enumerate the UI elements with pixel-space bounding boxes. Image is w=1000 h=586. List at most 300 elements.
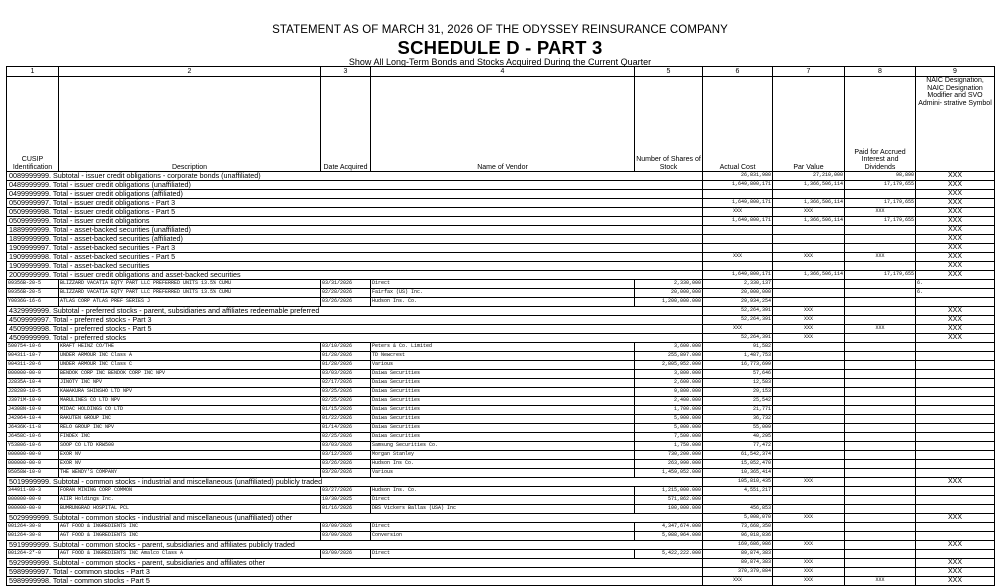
- description-cell: ATLAS CORP ATLAS PREF SERIES J: [59, 298, 321, 307]
- naic-designation-cell: XXX: [916, 253, 995, 262]
- col-number: 8: [845, 67, 916, 77]
- par-value-cell: [773, 370, 845, 379]
- actual-cost-cell: XXX: [703, 325, 773, 334]
- cusip-cell: J2835A-10-4: [7, 379, 59, 388]
- actual-cost-cell: 370,379,884: [703, 568, 773, 577]
- subtotal-label: 5029999999. Subtotal - common stocks - industrial and miscellaneous (unaffiliated) other: [7, 514, 703, 523]
- column-label-row: [7, 77, 995, 172]
- shares-cell: 100,000.000: [635, 505, 703, 514]
- naic-designation-cell: [916, 343, 995, 352]
- vendor-cell: Daiwa Securities: [371, 406, 635, 415]
- par-value-cell: XXX: [773, 568, 845, 577]
- par-value-cell: [773, 262, 845, 271]
- par-value-cell: [773, 298, 845, 307]
- accrued-interest-cell: [845, 550, 916, 559]
- par-value-cell: XXX: [773, 334, 845, 343]
- subtotal-row: [7, 181, 995, 190]
- date-acquired-cell: 03/09/2026: [321, 523, 371, 532]
- col-label-date-acquired: Date Acquired: [321, 77, 371, 172]
- vendor-cell: Daiwa Securities: [371, 415, 635, 424]
- table-row: [7, 550, 995, 559]
- table-row: [7, 280, 995, 289]
- naic-designation-cell: XXX: [916, 172, 995, 181]
- accrued-interest-cell: 17,179,655: [845, 199, 916, 208]
- actual-cost-cell: [703, 244, 773, 253]
- vendor-cell: Direct: [371, 550, 635, 559]
- naic-designation-cell: [916, 406, 995, 415]
- naic-designation-cell: XXX: [916, 334, 995, 343]
- accrued-interest-cell: XXX: [845, 253, 916, 262]
- accrued-interest-cell: [845, 532, 916, 541]
- vendor-cell: Conversion: [371, 532, 635, 541]
- date-acquired-cell: 03/27/2026: [321, 487, 371, 496]
- shares-cell: 730,200.000: [635, 451, 703, 460]
- actual-cost-cell: 52,264,391: [703, 316, 773, 325]
- vendor-cell: Daiwa Securities: [371, 370, 635, 379]
- par-value-cell: [773, 352, 845, 361]
- par-value-cell: XXX: [773, 577, 845, 586]
- subtotal-label: 4329999999. Subtotal - preferred stocks - parent, subsidiaries and affiliates redeemable preferred: [7, 307, 703, 316]
- description-cell: THE WENDY'S COMPANY: [59, 469, 321, 478]
- cusip-cell: J42964-10-4: [7, 415, 59, 424]
- naic-designation-cell: XXX: [916, 316, 995, 325]
- naic-designation-cell: XXX: [916, 568, 995, 577]
- par-value-cell: XXX: [773, 208, 845, 217]
- vendor-cell: Direct: [371, 280, 635, 289]
- naic-designation-cell: [916, 298, 995, 307]
- subtotal-row: [7, 172, 995, 181]
- accrued-interest-cell: [845, 262, 916, 271]
- shares-cell: 4,347,674.000: [635, 523, 703, 532]
- naic-designation-cell: XXX: [916, 190, 995, 199]
- accrued-interest-cell: [845, 298, 916, 307]
- table-row: [7, 397, 995, 406]
- accrued-interest-cell: [845, 316, 916, 325]
- actual-cost-cell: 10,365,414: [703, 469, 773, 478]
- subtotal-row: [7, 316, 995, 325]
- subtotal-row: [7, 253, 995, 262]
- subtotal-row: [7, 478, 995, 487]
- actual-cost-cell: 1,649,800,171: [703, 271, 773, 280]
- naic-designation-cell: XXX: [916, 541, 995, 550]
- shares-cell: 1,700.000: [635, 406, 703, 415]
- actual-cost-cell: 89,874,383: [703, 559, 773, 568]
- actual-cost-cell: 29,934,254: [703, 298, 773, 307]
- actual-cost-cell: XXX: [703, 208, 773, 217]
- accrued-interest-cell: [845, 523, 916, 532]
- subtotal-label: 1909999998. Total - asset-backed securities - Part 5: [7, 253, 703, 262]
- subtotal-row: [7, 208, 995, 217]
- par-value-cell: XXX: [773, 307, 845, 316]
- par-value-cell: [773, 532, 845, 541]
- actual-cost-cell: 77,472: [703, 442, 773, 451]
- subtotal-label: 5989999998. Total - common stocks - Part 5: [7, 577, 703, 586]
- vendor-cell: Fairfax (US) Inc.: [371, 289, 635, 298]
- accrued-interest-cell: 17,179,655: [845, 217, 916, 226]
- col-number: 2: [59, 67, 321, 77]
- accrued-interest-cell: [845, 424, 916, 433]
- accrued-interest-cell: [845, 460, 916, 469]
- shares-cell: 20,000,000: [635, 289, 703, 298]
- col-number: 1: [7, 67, 59, 77]
- cusip-cell: 000000-00-0: [7, 451, 59, 460]
- subtotal-label: 0499999999. Total - issuer credit obligations (affiliated): [7, 190, 703, 199]
- par-value-cell: XXX: [773, 253, 845, 262]
- naic-designation-cell: XXX: [916, 199, 995, 208]
- actual-cost-cell: 12,583: [703, 379, 773, 388]
- par-value-cell: [773, 505, 845, 514]
- par-value-cell: [773, 451, 845, 460]
- naic-designation-cell: 6.: [916, 289, 995, 298]
- par-value-cell: [773, 280, 845, 289]
- shares-cell: 5,900.000: [635, 415, 703, 424]
- date-acquired-cell: 03/03/2026: [321, 442, 371, 451]
- naic-designation-cell: [916, 361, 995, 370]
- accrued-interest-cell: [845, 307, 916, 316]
- actual-cost-cell: 105,810,435: [703, 478, 773, 487]
- naic-designation-cell: XXX: [916, 217, 995, 226]
- actual-cost-cell: 96,018,836: [703, 532, 773, 541]
- naic-designation-cell: [916, 496, 995, 505]
- description-cell: RELO GROUP INC NPV: [59, 424, 321, 433]
- par-value-cell: XXX: [773, 325, 845, 334]
- actual-cost-cell: [703, 226, 773, 235]
- par-value-cell: [773, 361, 845, 370]
- table-row: [7, 415, 995, 424]
- cusip-cell: J6458C-10-6: [7, 433, 59, 442]
- vendor-cell: Hudson Ins. Co.: [371, 298, 635, 307]
- naic-designation-cell: XXX: [916, 235, 995, 244]
- description-cell: KRAFT HEINZ CO/THE: [59, 343, 321, 352]
- subtotal-row: [7, 235, 995, 244]
- cusip-cell: 000000-00-0: [7, 505, 59, 514]
- accrued-interest-cell: [845, 334, 916, 343]
- shares-cell: 263,990.000: [635, 460, 703, 469]
- col-label-vendor: Name of Vendor: [371, 77, 635, 172]
- table-row: [7, 469, 995, 478]
- table-row: [7, 289, 995, 298]
- description-cell: AIIR Holdings Inc.: [59, 496, 321, 505]
- accrued-interest-cell: [845, 559, 916, 568]
- accrued-interest-cell: [845, 361, 916, 370]
- naic-designation-cell: XXX: [916, 478, 995, 487]
- accrued-interest-cell: [845, 541, 916, 550]
- description-cell: FINDEX INC: [59, 433, 321, 442]
- par-value-cell: [773, 469, 845, 478]
- subtotal-label: 1889999999. Total - asset-backed securities (unaffiliated): [7, 226, 703, 235]
- naic-designation-cell: [916, 550, 995, 559]
- vendor-cell: DBS Vickers Ballas (USA) Inc: [371, 505, 635, 514]
- naic-designation-cell: [916, 433, 995, 442]
- naic-designation-cell: [916, 505, 995, 514]
- actual-cost-cell: 52,264,391: [703, 307, 773, 316]
- naic-designation-cell: XXX: [916, 514, 995, 523]
- date-acquired-cell: 03/09/2026: [321, 550, 371, 559]
- date-acquired-cell: 02/25/2026: [321, 433, 371, 442]
- actual-cost-cell: [703, 190, 773, 199]
- col-label-accrued-interest: Paid for Accrued Interest and Dividends: [845, 77, 916, 172]
- actual-cost-cell: 456,853: [703, 505, 773, 514]
- accrued-interest-cell: [845, 496, 916, 505]
- naic-designation-cell: [916, 532, 995, 541]
- par-value-cell: [773, 343, 845, 352]
- accrued-interest-cell: [845, 379, 916, 388]
- par-value-cell: XXX: [773, 316, 845, 325]
- table-row: [7, 424, 995, 433]
- cusip-cell: 344911-09-3: [7, 487, 59, 496]
- actual-cost-cell: [703, 262, 773, 271]
- subtotal-label: 1909999997. Total - asset-backed securities - Part 3: [7, 244, 703, 253]
- subtotal-label: 4509999998. Total - preferred stocks - Part 5: [7, 325, 703, 334]
- vendor-cell: Daiwa Securities: [371, 424, 635, 433]
- date-acquired-cell: 01/28/2026: [321, 352, 371, 361]
- actual-cost-cell: 20,000,000: [703, 289, 773, 298]
- date-acquired-cell: 03/20/2026: [321, 469, 371, 478]
- shares-cell: 571,862.000: [635, 496, 703, 505]
- naic-designation-cell: [916, 379, 995, 388]
- subtotal-label: 0489999999. Total - issuer credit obligations (unaffiliated): [7, 181, 703, 190]
- actual-cost-cell: 91,582: [703, 343, 773, 352]
- par-value-cell: 1,366,506,114: [773, 271, 845, 280]
- cusip-cell: 09356B-20-5: [7, 289, 59, 298]
- shares-cell: 1,200,000.000: [635, 298, 703, 307]
- actual-cost-cell: 15,052,470: [703, 460, 773, 469]
- par-value-cell: 27,210,000: [773, 172, 845, 181]
- subtotal-label: 5919999999. Subtotal - common stocks - parent, subsidiaries and affiliates publicly traded: [7, 541, 703, 550]
- cusip-cell: 001264-2*-0: [7, 550, 59, 559]
- actual-cost-cell: 55,009: [703, 424, 773, 433]
- statement-heading: STATEMENT AS OF MARCH 31, 2026 OF THE ODYSSEY REINSURANCE COMPANY: [272, 24, 728, 36]
- par-value-cell: [773, 487, 845, 496]
- description-cell: MARULINES CO LTD NPV: [59, 397, 321, 406]
- vendor-cell: Samsung Securities Co.: [371, 442, 635, 451]
- naic-designation-cell: [916, 415, 995, 424]
- naic-designation-cell: [916, 460, 995, 469]
- accrued-interest-cell: [845, 388, 916, 397]
- vendor-cell: Hudson Ins. Co.: [371, 487, 635, 496]
- actual-cost-cell: 1,649,800,171: [703, 181, 773, 190]
- subtotal-label: 0089999999. Subtotal - issuer credit obligations - corporate bonds (unaffiliated): [7, 172, 703, 181]
- accrued-interest-cell: [845, 568, 916, 577]
- description-cell: BLIZZARD VACATIA EQTY PART LLC PREFERRED UNITS 13.5% CUMU: [59, 289, 321, 298]
- par-value-cell: [773, 406, 845, 415]
- actual-cost-cell: 1,487,753: [703, 352, 773, 361]
- date-acquired-cell: 01/16/2026: [321, 505, 371, 514]
- par-value-cell: [773, 397, 845, 406]
- table-row: [7, 442, 995, 451]
- subtotal-row: [7, 514, 995, 523]
- col-number: 4: [371, 67, 635, 77]
- description-cell: BUMRUNGRAD HOSPITAL PCL: [59, 505, 321, 514]
- subtotal-label: 0509999999. Total - issuer credit obligations: [7, 217, 703, 226]
- naic-designation-cell: XXX: [916, 271, 995, 280]
- description-cell: AGT FOOD & INGREDIENTS INC Amalco Class A: [59, 550, 321, 559]
- shares-cell: 9,800.000: [635, 388, 703, 397]
- par-value-cell: [773, 460, 845, 469]
- actual-cost-cell: 40,295: [703, 433, 773, 442]
- table-row: [7, 505, 995, 514]
- subtotal-label: 4509999997. Total - preferred stocks - Part 3: [7, 316, 703, 325]
- description-cell: BENDOK CORP INC BENDOK CORP INC NPV: [59, 370, 321, 379]
- subtotal-row: [7, 262, 995, 271]
- actual-cost-cell: 2,330,137: [703, 280, 773, 289]
- par-value-cell: [773, 433, 845, 442]
- shares-cell: 1,215,000.000: [635, 487, 703, 496]
- naic-designation-cell: [916, 424, 995, 433]
- subtotal-row: [7, 226, 995, 235]
- shares-cell: 255,897.000: [635, 352, 703, 361]
- accrued-interest-cell: 17,179,655: [845, 271, 916, 280]
- vendor-cell: Daiwa Securities: [371, 433, 635, 442]
- col-number: 6: [703, 67, 773, 77]
- date-acquired-cell: 03/26/2026: [321, 298, 371, 307]
- table-row: [7, 343, 995, 352]
- date-acquired-cell: 02/28/2026: [321, 289, 371, 298]
- subtotal-label: 5929999999. Subtotal - common stocks - parent, subsidiaries and affiliates other: [7, 559, 703, 568]
- naic-designation-cell: [916, 469, 995, 478]
- description-cell: AGT FOOD & INGREDIENTS INC: [59, 523, 321, 532]
- date-acquired-cell: 10/30/2025: [321, 496, 371, 505]
- par-value-cell: [773, 388, 845, 397]
- vendor-cell: Daiwa Securities: [371, 388, 635, 397]
- accrued-interest-cell: XXX: [845, 208, 916, 217]
- cusip-cell: Y53806-10-6: [7, 442, 59, 451]
- naic-designation-cell: [916, 451, 995, 460]
- actual-cost-cell: 29,153: [703, 388, 773, 397]
- vendor-cell: Direct: [371, 523, 635, 532]
- cusip-cell: 000000-00-0: [7, 460, 59, 469]
- accrued-interest-cell: [845, 514, 916, 523]
- par-value-cell: [773, 415, 845, 424]
- vendor-cell: TD Newcrest: [371, 352, 635, 361]
- cusip-cell: 001264-30-8: [7, 532, 59, 541]
- table-row: [7, 379, 995, 388]
- table-row: [7, 487, 995, 496]
- table-row: [7, 361, 995, 370]
- cusip-cell: 001264-30-8: [7, 523, 59, 532]
- subtotal-row: [7, 307, 995, 316]
- description-cell: FORAN MINING CORP COMMON: [59, 487, 321, 496]
- col-number: 5: [635, 67, 703, 77]
- date-acquired-cell: 02/17/2026: [321, 379, 371, 388]
- col-label-shares: Number of Shares of Stock: [635, 77, 703, 172]
- description-cell: AGT FOOD & INGREDIENTS INC: [59, 532, 321, 541]
- accrued-interest-cell: 17,179,655: [845, 181, 916, 190]
- col-label-par-value: Par Value: [773, 77, 845, 172]
- actual-cost-cell: 57,646: [703, 370, 773, 379]
- cusip-cell: 09356B-20-5: [7, 280, 59, 289]
- description-cell: JINOTY INC NPV: [59, 379, 321, 388]
- naic-designation-cell: [916, 397, 995, 406]
- subtotal-label: 1899999999. Total - asset-backed securities (affiliated): [7, 235, 703, 244]
- accrued-interest-cell: 98,890: [845, 172, 916, 181]
- accrued-interest-cell: [845, 289, 916, 298]
- par-value-cell: 1,366,506,114: [773, 217, 845, 226]
- par-value-cell: [773, 442, 845, 451]
- col-label-cusip: CUSIP Identification: [7, 77, 59, 172]
- description-cell: UNDER ARMOUR INC Class C: [59, 361, 321, 370]
- subtotal-label: 0509999997. Total - issuer credit obligations - Part 3: [7, 199, 703, 208]
- subtotal-row: [7, 217, 995, 226]
- description-cell: EXOR NV: [59, 451, 321, 460]
- accrued-interest-cell: [845, 442, 916, 451]
- par-value-cell: [773, 235, 845, 244]
- date-acquired-cell: 03/12/2026: [321, 451, 371, 460]
- vendor-cell: Morgan Stanley: [371, 451, 635, 460]
- vendor-cell: Various: [371, 361, 635, 370]
- accrued-interest-cell: XXX: [845, 577, 916, 586]
- accrued-interest-cell: [845, 280, 916, 289]
- schedule-d-part3-table: [6, 66, 995, 586]
- description-cell: SOOP CO LTD KRW500: [59, 442, 321, 451]
- table-row: [7, 451, 995, 460]
- date-acquired-cell: 03/03/2026: [321, 370, 371, 379]
- accrued-interest-cell: [845, 352, 916, 361]
- date-acquired-cell: 03/31/2026: [321, 280, 371, 289]
- cusip-cell: 000000-00-0: [7, 370, 59, 379]
- col-number: 9: [916, 67, 995, 77]
- accrued-interest-cell: [845, 397, 916, 406]
- table-row: [7, 406, 995, 415]
- actual-cost-cell: [703, 496, 773, 505]
- par-value-cell: 1,366,506,114: [773, 181, 845, 190]
- cusip-cell: J3971M-10-0: [7, 397, 59, 406]
- accrued-interest-cell: [845, 469, 916, 478]
- table-row: [7, 388, 995, 397]
- table-row: [7, 298, 995, 307]
- cusip-cell: 904311-10-7: [7, 352, 59, 361]
- date-acquired-cell: 02/25/2026: [321, 397, 371, 406]
- naic-designation-cell: [916, 370, 995, 379]
- vendor-cell: Various: [371, 469, 635, 478]
- subtotal-row: [7, 334, 995, 343]
- cusip-cell: Y0036G-16-6: [7, 298, 59, 307]
- par-value-cell: [773, 523, 845, 532]
- naic-designation-cell: 6.: [916, 280, 995, 289]
- par-value-cell: XXX: [773, 541, 845, 550]
- actual-cost-cell: 4,551,217: [703, 487, 773, 496]
- col-number: 3: [321, 67, 371, 77]
- actual-cost-cell: 25,542: [703, 397, 773, 406]
- description-cell: MIDAC HOLDINGS CO LTD: [59, 406, 321, 415]
- col-label-naic-designation: NAIC Designation, NAIC Designation Modifier and SVO Admini- strative Symbol: [916, 77, 995, 172]
- table-row: [7, 370, 995, 379]
- naic-designation-cell: XXX: [916, 208, 995, 217]
- subtotal-row: [7, 568, 995, 577]
- schedule-subtitle: Show All Long-Term Bonds and Stocks Acquired During the Current Quarter: [348, 57, 652, 67]
- shares-cell: 1,750.000: [635, 442, 703, 451]
- description-cell: KAWAKURA SHINSHO LTD NPV: [59, 388, 321, 397]
- naic-designation-cell: XXX: [916, 307, 995, 316]
- naic-designation-cell: [916, 352, 995, 361]
- par-value-cell: XXX: [773, 559, 845, 568]
- col-number: 7: [773, 67, 845, 77]
- column-number-row: [7, 67, 995, 77]
- shares-cell: 5,988,964.000: [635, 532, 703, 541]
- naic-designation-cell: XXX: [916, 262, 995, 271]
- accrued-interest-cell: [845, 370, 916, 379]
- accrued-interest-cell: [845, 406, 916, 415]
- naic-designation-cell: XXX: [916, 226, 995, 235]
- subtotal-row: [7, 271, 995, 280]
- shares-cell: 3,800.000: [635, 370, 703, 379]
- par-value-cell: [773, 496, 845, 505]
- col-label-actual-cost: Actual Cost: [703, 77, 773, 172]
- shares-cell: 3,600.000: [635, 343, 703, 352]
- naic-designation-cell: [916, 523, 995, 532]
- actual-cost-cell: 16,773,699: [703, 361, 773, 370]
- accrued-interest-cell: [845, 226, 916, 235]
